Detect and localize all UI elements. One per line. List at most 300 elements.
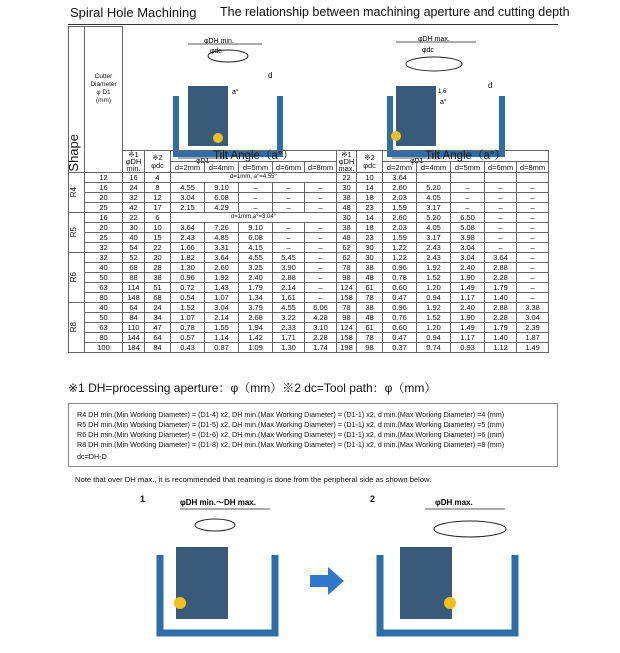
tilt-value: 1.09 <box>239 343 273 353</box>
arrow-right-icon <box>310 567 344 595</box>
tilt-value: 124 <box>337 323 357 333</box>
tilt-value: 38 <box>357 263 383 273</box>
tilt-value: 2.15 <box>171 203 205 213</box>
tilt-value: 61 <box>357 323 383 333</box>
tilt-value: 3.04 <box>517 313 549 323</box>
table-row <box>69 193 549 203</box>
tilt-value: 4.15 <box>239 243 273 253</box>
depth-column-header: d=2mm <box>171 162 205 173</box>
tilt-value: – <box>305 253 337 263</box>
tilt-value: 0.87 <box>205 343 239 353</box>
tilt-value: – <box>517 253 549 263</box>
tilt-value: 1.90 <box>451 273 485 283</box>
tilt-value <box>517 173 549 183</box>
tilt-value: – <box>305 203 337 213</box>
tilt-value: 1.20 <box>417 283 451 293</box>
tilt-value: 1.49 <box>451 323 485 333</box>
dh-min-value: 22 <box>123 213 145 223</box>
tilt-value: 3.04 <box>451 253 485 263</box>
depth-column-header: d=8mm <box>305 162 337 173</box>
dh-min-value: 32 <box>123 193 145 203</box>
tilt-value: 78 <box>337 263 357 273</box>
tilt-value: – <box>273 223 305 233</box>
dh-min-value: 40 <box>123 233 145 243</box>
tilt-value: 1.61 <box>273 293 305 303</box>
page-subtitle: The relationship between machining aperture and cutting depth <box>220 5 570 19</box>
tilt-value: 18 <box>357 193 383 203</box>
tilt-value: 1.34 <box>239 293 273 303</box>
tilt-value: 30 <box>337 213 357 223</box>
step-2-number: 2 <box>370 494 376 504</box>
tilt-value: 3.64 <box>485 253 517 263</box>
tilt-value: 1.92 <box>205 273 239 283</box>
step-1-label: φDH min.～DH max. <box>180 498 256 507</box>
dc-value: 17 <box>145 203 171 213</box>
tilt-value: 0.57 <box>171 333 205 343</box>
table-row <box>69 243 549 253</box>
table-row <box>69 303 549 313</box>
tilt-value: 4.05 <box>417 193 451 203</box>
tilt-value: 3.79 <box>239 303 273 313</box>
depth-column-header: d=2mm <box>383 162 417 173</box>
tilt-value: 0.37 <box>383 343 417 353</box>
tilt-value: – <box>305 293 337 303</box>
cutter-diameter: 25 <box>85 233 123 243</box>
table-row <box>69 343 549 353</box>
tilt-value: – <box>517 233 549 243</box>
cutter-diameter: 20 <box>85 193 123 203</box>
tilt-value <box>417 173 451 183</box>
insert-icon <box>174 597 186 609</box>
tilt-value: 1.55 <box>205 323 239 333</box>
depth-label: d <box>268 71 273 80</box>
cutter-diameter: 40 <box>85 263 123 273</box>
tilt-value: 48 <box>337 233 357 243</box>
dim-label: 1.6 <box>438 89 447 95</box>
cutter-diameter: 25 <box>85 203 123 213</box>
dc-value: 68 <box>145 293 171 303</box>
dh-min-value: 88 <box>123 273 145 283</box>
insert-icon <box>444 597 456 609</box>
formula-box <box>68 403 558 467</box>
formula-r6: R6 DH min.(Min Working Diameter) = (D1-6) x2, DH min.(Max Working Diameter) = (D1-1) x2, d min.(Max Working Diameter) =6 (mm) <box>77 430 505 439</box>
tilt-value: – <box>273 203 305 213</box>
tilt-value: 38 <box>337 193 357 203</box>
tilt-value: 2.40 <box>451 263 485 273</box>
tilt-value: 3.25 <box>239 263 273 273</box>
tilt-value: 1.49 <box>451 283 485 293</box>
tilt-value: 6.08 <box>239 233 273 243</box>
tilt-value: 1.79 <box>485 323 517 333</box>
tilt-value: 2.88 <box>485 303 517 313</box>
tilt-value: 2.28 <box>305 333 337 343</box>
tilt-value: 98 <box>357 343 383 353</box>
tilt-value: 158 <box>337 333 357 343</box>
tilt-value: 98 <box>337 313 357 323</box>
dh-min-value: 110 <box>123 323 145 333</box>
tilt-value: 30 <box>357 243 383 253</box>
tilt-value: 2.14 <box>205 313 239 323</box>
cutter-diameter: 50 <box>85 313 123 323</box>
tilt-value: 1.79 <box>239 283 273 293</box>
table-row <box>69 233 549 243</box>
tilt-value: 1.59 <box>383 203 417 213</box>
table-row <box>69 183 549 193</box>
tilt-value: 0.78 <box>383 273 417 283</box>
dh-min-value: 84 <box>123 313 145 323</box>
group-label-r8: R8 <box>69 303 85 353</box>
tilt-value: 10 <box>357 173 383 183</box>
tilt-angle-header: Tilt Angle（a°） <box>383 151 549 162</box>
dh-min-value: 64 <box>123 303 145 313</box>
tilt-value: 3.98 <box>451 233 485 243</box>
tilt-value: 1.30 <box>273 343 305 353</box>
tilt-value: 3.04 <box>451 243 485 253</box>
tilt-value: 1.12 <box>485 343 517 353</box>
tilt-value: 5.20 <box>417 213 451 223</box>
tilt-value: 3.22 <box>273 313 305 323</box>
cutter-diameter: 63 <box>85 283 123 293</box>
depth-label: d <box>488 81 493 90</box>
tilt-value: 0.43 <box>171 343 205 353</box>
tilt-value: 1.49 <box>517 343 549 353</box>
tilt-value: 4.28 <box>305 313 337 323</box>
tilt-value: 0.96 <box>383 303 417 313</box>
d1-label: φD1 <box>196 158 210 165</box>
tilt-value: 2.28 <box>485 273 517 283</box>
tilt-value: 48 <box>337 203 357 213</box>
tilt-value: 3.04 <box>171 193 205 203</box>
angle-label: a° <box>440 99 447 106</box>
dc-value: 4 <box>145 173 171 183</box>
dc-value: 15 <box>145 233 171 243</box>
formula-r4: R4 DH min.(Min Working Diameter) = (D1-4) x2, DH min.(Max Working Diameter) = (D1-1) x2, d min.(Max Working Diameter) =4 (mm) <box>77 410 505 419</box>
group-label-r4: R4 <box>69 173 85 213</box>
tilt-value: 4.85 <box>205 233 239 243</box>
table-row <box>69 203 549 213</box>
shape-label: Shape <box>66 134 81 172</box>
table-header-row <box>69 151 549 162</box>
tilt-value: 0.96 <box>171 273 205 283</box>
tilt-value: – <box>305 193 337 203</box>
dc-value: 64 <box>145 333 171 343</box>
tilt-value: 1.07 <box>171 313 205 323</box>
tilt-value: 30 <box>337 183 357 193</box>
tilt-value: – <box>517 193 549 203</box>
tilt-value: 1.59 <box>383 233 417 243</box>
tilt-value: 2.03 <box>383 223 417 233</box>
tilt-value: 23 <box>357 203 383 213</box>
tilt-value: – <box>451 193 485 203</box>
tilt-value: 0.94 <box>417 293 451 303</box>
tilt-value: 18 <box>357 223 383 233</box>
cutter-diameter: 63 <box>85 323 123 333</box>
depth-column-header: d=5mm <box>451 162 485 173</box>
cutter-header: Cutter Diameter φ D1 (mm) <box>85 27 123 173</box>
tilt-value: 1.17 <box>451 293 485 303</box>
table-row <box>69 253 549 263</box>
tilt-value <box>485 173 517 183</box>
tilt-value: 0.54 <box>171 293 205 303</box>
tilt-value: – <box>517 283 549 293</box>
tilt-value: 3.64 <box>383 173 417 183</box>
tilt-value: 2.60 <box>383 213 417 223</box>
angle-label: a° <box>232 89 239 96</box>
cutter-diameter: 16 <box>85 213 123 223</box>
tilt-value: 7.26 <box>205 223 239 233</box>
tilt-value: 5.08 <box>451 223 485 233</box>
depth-column-header: d=6mm <box>273 162 305 173</box>
dh-max-label: φDH max. <box>418 36 450 43</box>
dh-min-value: 148 <box>123 293 145 303</box>
dh-min-value: 54 <box>123 243 145 253</box>
formula-dc: dc=DH-D <box>77 452 107 461</box>
tilt-value: – <box>485 193 517 203</box>
tilt-value: 2.43 <box>417 243 451 253</box>
reaming-note: Note that over DH max., it is recommended that reaming is done from the peripheral side as shown below. <box>75 475 432 484</box>
dh-min-value: 114 <box>123 283 145 293</box>
tilt-value: 158 <box>337 293 357 303</box>
tilt-value: 4.05 <box>417 223 451 233</box>
tilt-value: – <box>517 243 549 253</box>
tilt-value: – <box>517 213 549 223</box>
page-title: Spiral Hole Machining <box>70 5 197 20</box>
tilt-value: – <box>273 233 305 243</box>
tilt-value: – <box>451 203 485 213</box>
table-row <box>69 263 549 273</box>
cutter-diameter: 32 <box>85 253 123 263</box>
tilt-value: 3.64 <box>205 253 239 263</box>
tilt-value <box>451 173 485 183</box>
dc-label: φdc <box>422 47 434 54</box>
tilt-value: 9.10 <box>239 223 273 233</box>
tilt-value: 3.64 <box>171 223 205 233</box>
tilt-value: 1.14 <box>205 333 239 343</box>
table-row <box>69 283 549 293</box>
dh-min-value: 184 <box>123 343 145 353</box>
tilt-value: 1.40 <box>485 333 517 343</box>
dh-min-value: 42 <box>123 203 145 213</box>
tilt-value: 2.03 <box>383 193 417 203</box>
tilt-value: 98 <box>337 273 357 283</box>
tilt-value: 1.74 <box>305 343 337 353</box>
depth-column-header: d=5mm <box>239 162 273 173</box>
tilt-value: 1.20 <box>417 323 451 333</box>
tilt-value: – <box>485 233 517 243</box>
tilt-value: 0.76 <box>383 313 417 323</box>
tilt-value: 1.22 <box>383 243 417 253</box>
tilt-value: 2.40 <box>239 273 273 283</box>
dc-value: 20 <box>145 253 171 263</box>
tilt-value: 6.06 <box>305 303 337 313</box>
note-2-mark: ※2 φdc <box>145 151 171 173</box>
tilt-value: – <box>517 223 549 233</box>
dc-value: 28 <box>145 263 171 273</box>
dc-value: 10 <box>145 223 171 233</box>
tilt-value: 23 <box>357 233 383 243</box>
tilt-value: 1.40 <box>485 293 517 303</box>
shape-header <box>66 27 85 173</box>
tilt-value: 1.87 <box>517 333 549 343</box>
tilt-value: – <box>517 203 549 213</box>
tilt-value: 3.17 <box>417 203 451 213</box>
tilt-value: – <box>305 243 337 253</box>
cutter-diameter: 12 <box>85 173 123 183</box>
tilt-value: 5.45 <box>273 253 305 263</box>
tilt-value: 198 <box>337 343 357 353</box>
step-diagrams <box>150 495 590 645</box>
tilt-value: – <box>305 233 337 243</box>
tilt-value: 1.66 <box>171 243 205 253</box>
tilt-value: 0.94 <box>417 333 451 343</box>
tilt-value: 1.42 <box>239 333 273 343</box>
cutter-diameter: 50 <box>85 273 123 283</box>
cutter-diameter: 20 <box>85 223 123 233</box>
tilt-value: 1.82 <box>171 253 205 263</box>
dc-value: 8 <box>145 183 171 193</box>
table-row <box>69 223 549 233</box>
tilt-value: 0.74 <box>417 343 451 353</box>
tilt-value: 0.72 <box>171 283 205 293</box>
tilt-value: 48 <box>357 313 383 323</box>
tilt-value: 0.47 <box>383 293 417 303</box>
cutter-diameter: 100 <box>85 343 123 353</box>
tilt-value: 1.30 <box>171 263 205 273</box>
tilt-value: 1.22 <box>383 253 417 263</box>
tilt-value: 0.47 <box>383 333 417 343</box>
tilt-value: 1.71 <box>273 333 305 343</box>
tilt-value: 5.20 <box>417 183 451 193</box>
dh-min-value: 30 <box>123 223 145 233</box>
table-row <box>69 333 549 343</box>
tilt-value: – <box>305 283 337 293</box>
tilt-value: 14 <box>357 213 383 223</box>
note-1-mark: ※1 φDH min. <box>123 151 145 173</box>
table-row <box>69 313 549 323</box>
tilt-value: – <box>485 183 517 193</box>
dh-min-label: φDH min. <box>204 38 234 45</box>
tilt-value: – <box>485 243 517 253</box>
tilt-value: 2.60 <box>205 263 239 273</box>
tilt-value: 30 <box>357 253 383 263</box>
tilt-value: 0.60 <box>383 283 417 293</box>
tilt-value: 4.55 <box>171 183 205 193</box>
dc-value: 51 <box>145 283 171 293</box>
dh-min-value: 68 <box>123 263 145 273</box>
tilt-value: 6.50 <box>451 213 485 223</box>
tilt-value: 14 <box>357 183 383 193</box>
tilt-value: 3.31 <box>205 243 239 253</box>
tilt-value: 3.90 <box>273 263 305 273</box>
tilt-value: 4.55 <box>239 253 273 263</box>
tilt-value: – <box>239 203 273 213</box>
step-2-label: φDH max. <box>435 498 473 507</box>
depth-column-header: d=8mm <box>517 162 549 173</box>
dh-min-value: 24 <box>123 183 145 193</box>
dc-value: 34 <box>145 313 171 323</box>
cutter-diameter: 80 <box>85 293 123 303</box>
note-2-mark: ※2 φdc <box>357 151 383 173</box>
dc-value: 24 <box>145 303 171 313</box>
dc-value: 12 <box>145 193 171 203</box>
tilt-value: – <box>517 273 549 283</box>
tilt-value: 1.52 <box>417 313 451 323</box>
tilt-value: 1.52 <box>171 303 205 313</box>
tilt-value: 78 <box>337 303 357 313</box>
tilt-value: 2.33 <box>273 323 305 333</box>
dh-min-value: 144 <box>123 333 145 343</box>
table-row <box>69 273 549 283</box>
legend-note: ※1 DH=processing aperture：φ（mm）※2 dc=Tool path：φ（mm） <box>68 381 437 395</box>
tilt-value: 0.96 <box>383 263 417 273</box>
table-row <box>69 293 549 303</box>
tilt-value: – <box>305 183 337 193</box>
tilt-value: 1.79 <box>485 283 517 293</box>
tilt-value: 1.94 <box>239 323 273 333</box>
formula-r5: R5 DH min.(Min Working Diameter) = (D1-5) x2, DH min.(Max Working Diameter) = (D1-1) x2, d min.(Max Working Diameter) =5 (mm) <box>77 420 505 429</box>
cutter-diameter: 32 <box>85 243 123 253</box>
tilt-value: – <box>517 293 549 303</box>
group-label-r6: R6 <box>69 253 85 303</box>
tilt-value: – <box>517 263 549 273</box>
tilt-value: 4.29 <box>205 203 239 213</box>
tilt-value: 1.92 <box>417 303 451 313</box>
depth-column-header: d=4mm <box>205 162 239 173</box>
tilt-value: 2.28 <box>485 313 517 323</box>
dc-value: 22 <box>145 243 171 253</box>
table-row <box>69 173 549 183</box>
tilt-value: 78 <box>357 333 383 343</box>
tilt-value: – <box>485 203 517 213</box>
tilt-value: – <box>485 223 517 233</box>
tilt-value: 1.92 <box>417 263 451 273</box>
group-label-r5: R5 <box>69 213 85 253</box>
tilt-value: 6.08 <box>205 193 239 203</box>
tilt-value: 3.17 <box>417 233 451 243</box>
tilt-value: 0.78 <box>171 323 205 333</box>
merged-note: d=1mm,a°=3.04° <box>171 213 337 223</box>
cutter-diameter: 80 <box>85 333 123 343</box>
tilt-value: 3.38 <box>517 303 549 313</box>
tilt-value: 61 <box>357 283 383 293</box>
tilt-value: 2.43 <box>171 233 205 243</box>
tilt-value: 0.93 <box>451 343 485 353</box>
tilt-value: 48 <box>357 273 383 283</box>
tilt-value: 2.39 <box>517 323 549 333</box>
tilt-value: – <box>273 243 305 253</box>
tilt-value: 62 <box>337 243 357 253</box>
tilt-value: – <box>485 213 517 223</box>
diagram-area <box>123 27 549 151</box>
tilt-value: 2.88 <box>273 273 305 283</box>
d1-label: φD1 <box>410 158 424 165</box>
tilt-value: 3.04 <box>205 303 239 313</box>
tilt-value: 1.07 <box>205 293 239 303</box>
tilt-value: 38 <box>357 303 383 313</box>
tilt-value: 124 <box>337 283 357 293</box>
tilt-value: 4.55 <box>273 303 305 313</box>
note-1-mark: ※1 φDH max. <box>338 150 355 173</box>
tilt-value: – <box>305 263 337 273</box>
cutter-diameter: 16 <box>85 183 123 193</box>
depth-column-header: d=6mm <box>485 162 517 173</box>
tilt-angle-header: Tilt Angle（a°） <box>171 151 337 162</box>
tilt-value: 2.14 <box>273 283 305 293</box>
dc-value: 38 <box>145 273 171 283</box>
tilt-value: – <box>305 273 337 283</box>
dc-value: 6 <box>145 213 171 223</box>
tilt-value: 62 <box>337 253 357 263</box>
